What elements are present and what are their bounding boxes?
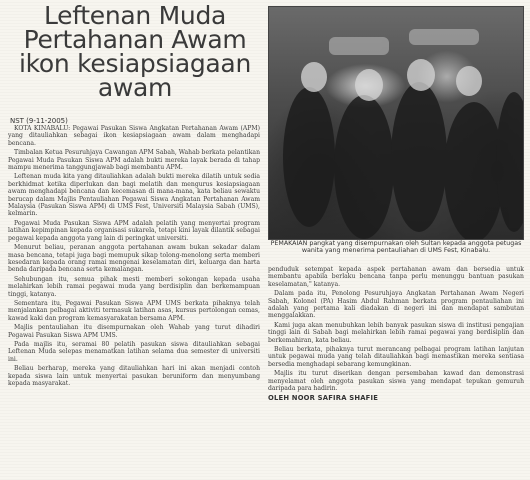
source-date: NST (9-11-2005) (10, 117, 68, 125)
paragraph: Sementara itu, Pegawai Pasukan Siswa APM UMS berkata pihaknya telah menjalankan pelbagai aktiviti termasuk latihan asas, kursus pertolongan cemas, kawad kaki dan program kemasyarakatan bersama APM. (8, 299, 260, 322)
photo-figures-graphic (269, 7, 523, 239)
paragraph: Sehubungan itu, semua pihak mesti memberi sokongan kepada usaha melahirkan lebih ramai pegawai muda yang berdisiplin dan berkemampuan tinggi, katanya. (8, 275, 260, 298)
paragraph: Timbalan Ketua Pesuruhjaya Cawangan APM Sabah, Wahab berkata pelantikan Pegawai Muda Pasukan Siswa APM adalah bukti mereka layak berada di tahap mampu menerima tanggungjawab bagi membantu APM. (8, 149, 260, 172)
paragraph: Dalam pada itu, Penolong Pesuruhjaya Angkatan Pertahanan Awam Negeri Sabah, Kolonel (PA) Hasim Abdul Rahman berkata program pentauliahan ini adalah yang pertama kali diadakan di negeri ini dan mendapat sambutan menggalakkan. (268, 290, 524, 320)
paragraph: Beliau berharap, mereka yang ditauliahkan hari ini akan menjadi contoh kepada siswa lain untuk menyertai pasukan beruniform dan menyumbang kepada masyarakat. (8, 365, 260, 387)
photo-caption: PEMAKAIAN pangkat yang disempurnakan oleh Sultan kepada anggota petugas wanita yang menerima pentauliahan di UMS Fest, Kinabalu. (270, 240, 522, 255)
headline-line-1: Leftenan Muda (43, 1, 227, 30)
article-column-right (268, 266, 524, 476)
paragraph: Kami juga akan menubuhkan lebih banyak pasukan siswa di institusi pengajian tinggi lain di Sabah bagi melahirkan lebih ramai pegawai yang berdisiplin dan berkemahiran, kata beliau. (268, 321, 524, 344)
paragraph: Majlis pentauliahan itu disempurnakan oleh Wahab yang turut dihadiri Pegawai Pasukan Siswa APM UMS. (8, 324, 260, 339)
headline-line-4: awam (97, 73, 173, 102)
headline (6, 1, 264, 102)
byline: OLEH NOOR SAFIRA SHAFIE (268, 393, 379, 402)
paragraph: penduduk setempat kepada aspek pertahanan awam dan bersedia untuk membantu apabila berlaku bencana tanpa perlu menunggu bantuan pasukan keselamatan," katanya. (268, 266, 524, 288)
paragraph: Pada majlis itu, seramai 80 pelatih pasukan siswa ditauliahkan sebagai Leftenan Muda selepas menamatkan latihan selama dua semester di universiti ini. (8, 340, 260, 363)
paragraph: Menurut beliau, peranan anggota pertahanan awam bukan sekadar dalam masa bencana, tetapi juga bagi memupuk sikap tolong-menolong serta memberi kesedaran kepada orang ramai mengenai keselamatan diri, keluarga dan harta benda daripada bencana serta kemalangan. (8, 244, 260, 274)
headline-line-3: ikon kesiapsiagaan (19, 49, 251, 78)
paragraph: KOTA KINABALU: Pegawai Pasukan Siswa Angkatan Pertahanan Awam (APM) yang ditauliahkan sebagai ikon kesiapsiagaan awam dalam menghadapi bencana. (8, 125, 260, 147)
news-photo (268, 6, 524, 240)
paragraph: Leftenan muda kita yang ditauliahkan adalah bukti mereka dilatih untuk sedia berkhidmat ketika diperlukan dan bagi melatih dan mengurus kesiapsiagaan awam menghadapi bencana dan kecemasan di mana-mana, kata beliau sewaktu berucap dalam Majlis Pentauliahan Pegawai Siswa Angkatan Pertahanan Awam Malaysia (Pasukan Siswa APM) di UMS Fest, Universiti Malaysia Sabah (UMS), kelmarin. (8, 173, 260, 218)
article-column-left (8, 125, 260, 477)
paragraph: Majlis itu turut diserikan dengan persembahan kawad dan demonstrasi menyelamat oleh anggota pasukan siswa yang mendapat tepukan gemuruh daripada para hadirin. (268, 370, 524, 393)
headline-line-2: Pertahanan Awam (23, 25, 247, 54)
paragraph: Pegawai Muda Pasukan Siswa APM adalah pelatih yang menyertai program latihan kepimpinan kepada organisasi sukarela, tetapi kini layak dilantik sebagai pegawai kepada anggota yang lain di peringkat universiti. (8, 219, 260, 242)
paragraph: Beliau berkata, pihaknya turut merancang pelbagai program latihan lanjutan untuk pegawai muda yang telah ditauliahkan bagi memastikan mereka sentiasa bersedia menghadapi sebarang kemungkinan. (268, 346, 524, 368)
